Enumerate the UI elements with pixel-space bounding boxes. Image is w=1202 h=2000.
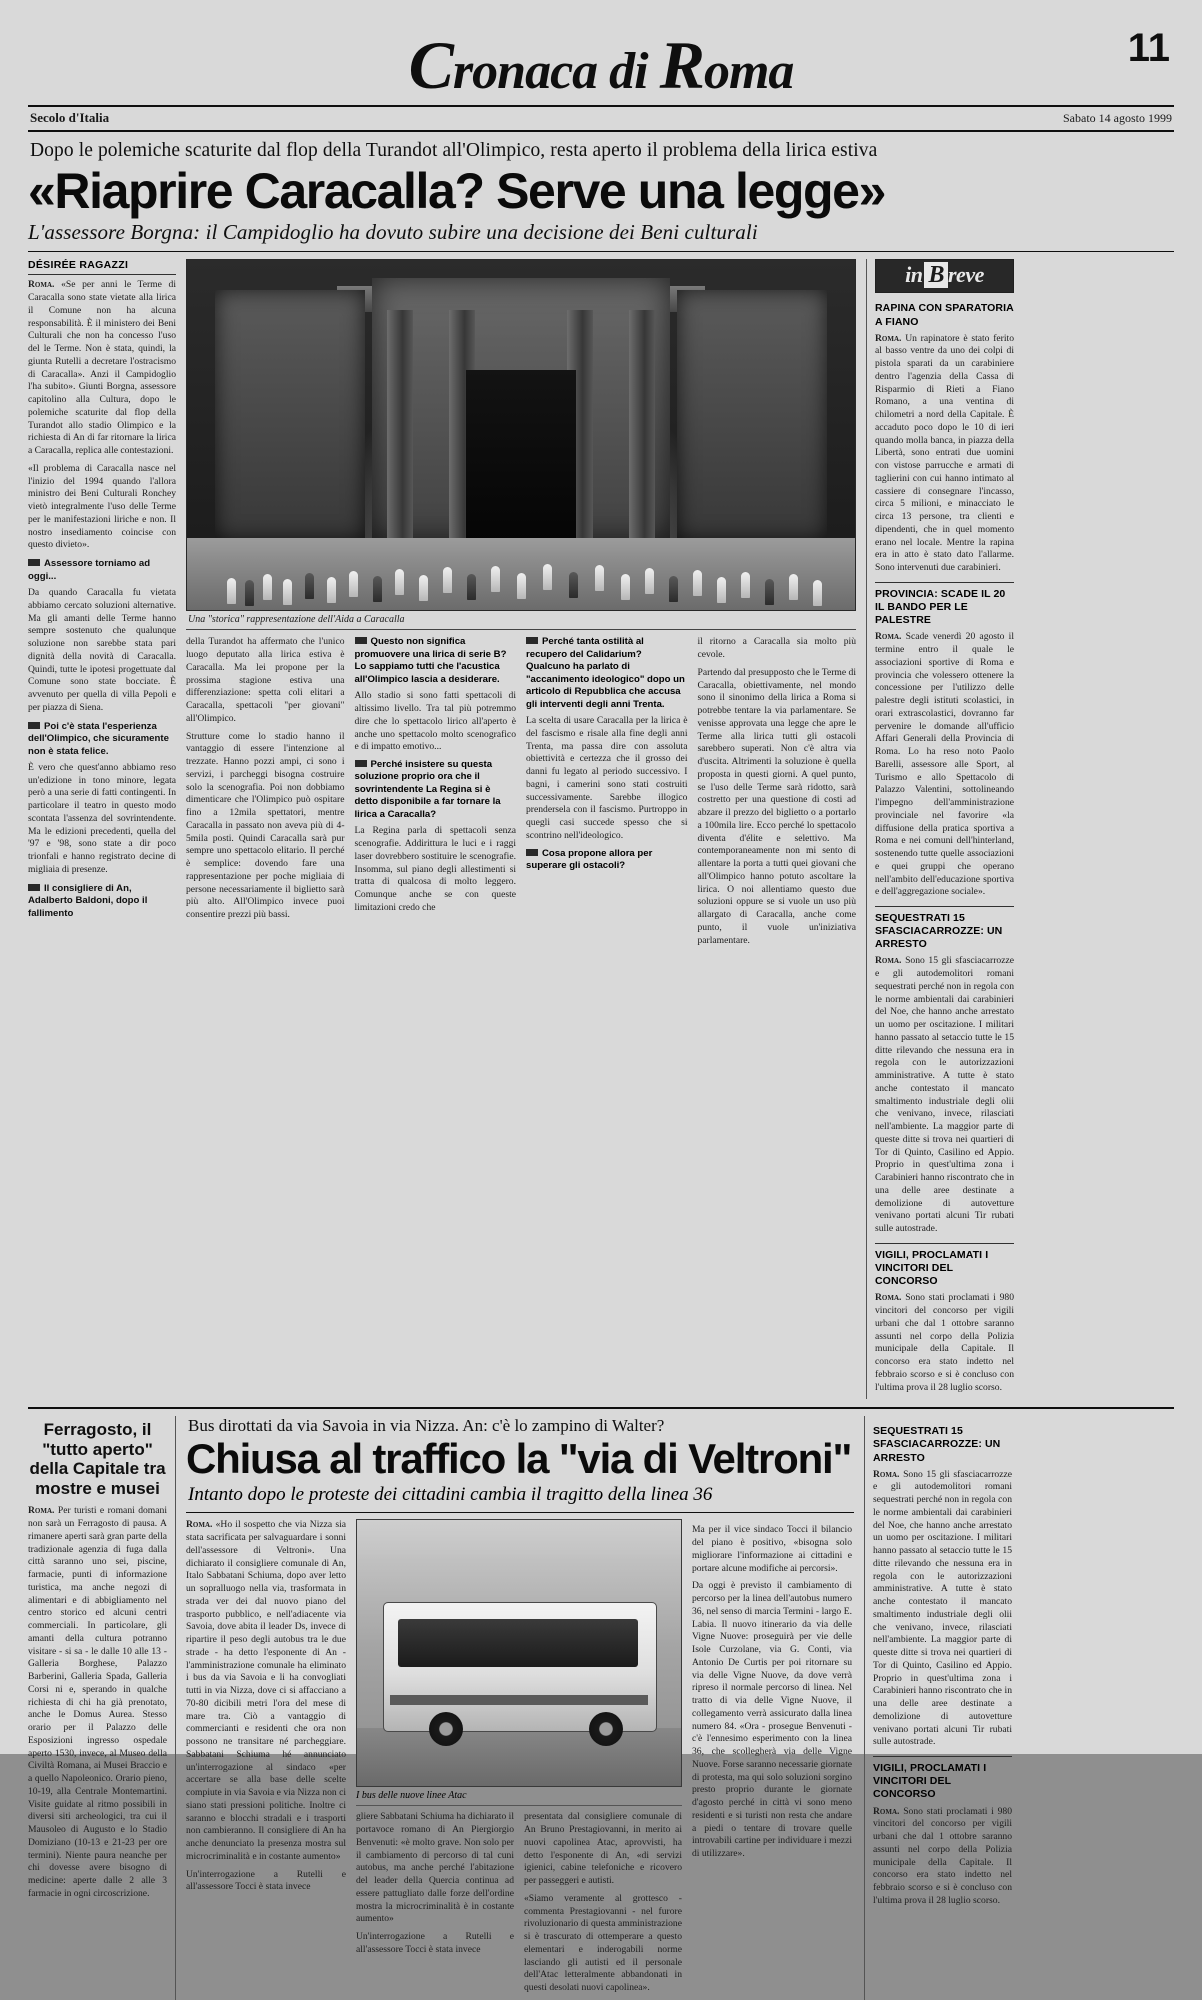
bottom-headline: Chiusa al traffico la "via di Veltroni" [186,1435,852,1483]
temple-column [629,310,655,540]
paragraph: Un'interrogazione a Rutelli e all'assessore Tocci è stata invece [356,1931,514,1955]
masthead-title-end: oma [703,43,794,100]
ferragosto-sidebar [28,1416,176,2000]
paragraph: Ma per il vice sindaco Tocci il bilancio del piano è positivo, «bisogna solo migliorare l'informazione ai cittadini e portare alcune modifiche ai percorsi». [692,1524,852,1574]
masthead-title-initial-c: C [408,27,453,103]
brief-title: RAPINA CON SPARATORIA A FIANO [875,302,1014,328]
brief-title: VIGILI, PROCLAMATI I VINCITORI DEL CONCORSO [873,1756,1012,1801]
paper-name: Secolo d'Italia [30,110,110,126]
bottom-body-columns [186,1513,854,2000]
paragraph: «Il problema di Caracalla nasce nel l'inizio del 1994 quando l'allora ministro dei Beni Culturali Ronchey vietò integralmente l'uso delle Terme per le manifestazioni liriche e non. Il nostro insediamento coincise con questo divieto». [28,462,176,551]
bottom-subhead: Intanto dopo le proteste dei cittadini cambia il tragitto della linea 36 [186,1480,854,1513]
brief-text: Roma. Sono stati proclamati i 980 vincitori del concorso per vigili urbani che dal 1 ottobre saranno assunti nel corpo della Polizia municipale della Capitale. Il concorso era stato indetto nel febbraio scorso e si è concluso con l'ultima prova il 28 luglio scorso. [875,1292,1014,1393]
in-breve-logo-b: B [924,262,948,288]
photo-road [357,1728,681,1786]
sidebar-title: Ferragosto, il "tutto aperto" della Capitale tra mostre e musei [29,1420,166,1498]
paragraph: Un'interrogazione a Rutelli e all'assessore Tocci è stata invece [186,1868,346,1893]
paragraph: della Turandot ha affermato che l'unico luogo deputato alla lirica estiva è Caracalla. Ma lei propone per la prossima stagione estiva una differenziazione: spetta coli elitari a Caracalla, spettacoli "per giovani" all'Olimpico. [186,636,345,724]
bottom-column-1 [186,1519,346,2000]
bottom-kicker: Bus dirottati da via Savoia in via Nizza. An: c'è lo zampino di Walter? [188,1416,665,1436]
bottom-column-4 [692,1519,852,2000]
masthead [28,26,1174,107]
bus-vehicle [383,1602,657,1732]
brief-text: Roma. Un rapinatore è stato ferito al basso ventre da uno dei colpi di pistola sparati da un carabiniere dentro l'agenzia della Cassa di Risparmio di Rieti a Fiano Romano, a una ventina di chilometri a nord della Capitale. È accaduto poco dopo le 10 di ieri quando molla banca, in piazza della Libertà, sono entrati due uomini con vistose parrucche e armati di taglierini con cui hanno intimato al cassiere di consegnare l'incasso, circa 5 milioni, e minacciato le circa 13 persone, tra clienti e dipendenti, che in quel momento erano nel locale. Mentre la rapina era in atto è stato dato l'allarme. Sono intervenuti due carabinieri. [875,332,1014,574]
masthead-title-mid: ronaca di [452,43,660,100]
paragraph: presentata dal consigliere comunale di An Bruno Prestagiovanni, in merito ai nuovi capolinea Atac, aprovvisti, ha detto l'esponente di An, «di servizi igienici, cabine telefoniche e ricovero per passeggeri e autisti. [524,1811,682,1887]
paragraph: Roma. «Se per anni le Terme di Caracalla sono state vietate alla lirica il Comune non ha alcuna responsabilità. È il ministero dei Beni Culturali che non ha concesso l'uso del le Terme. Non è stata, quindi, la giunta Rutelli a decretare l'ostracismo di Caracalla». Anzi il Campidoglio l'ha subito». Giunti Borgna, assessore capitolino alla Cultura, dopo le polemiche scaturite dal flop della Turandot allo stadio Olimpico e la richiesta di An di far ritornare la lirica a Caracalla, replica alle contestazioni. [28,279,176,457]
paragraph: Roma. Per turisti e romani domani non sarà un Ferragosto di pausa. A rimanere aperti sarà gran parte della tradizionale agenzia di fuga dalla città saranno uno sei, piscine, farmacie, punti di informazione turistica, ma anche negozi di alimentari e di abbigliamento nel centro storico ed alcuni centri commerciali. In particolare, gli amanti della cultura potranno visitare - si sa - le dalle 10 alle 13 - Galleria Borghese, Palazzo Barberini, Galleria Spada, Galleria Corsi ni e, sperando in qualche richiesta di chi ha già prenotato, anche le Domus Aurea. Stesso orario per il Palazzo delle Esposizioni ingresso ospedale aperto 1530, invece, al Museo della Civiltà Romana, ai Musei Braccio e a quello Napoleonico. Orario pieno, 10-19, alla Centrale Montemartini. Visite guidate al ritmo possibili in diversi siti archeologici, tra cui il Mausoleo di Augusto e lo Stadio Domiziano (10-13 e 21-23 per ore termini). Niente paura neanche per chi dovesse avere bisogno di medicine: aperte dalle 2 alle 3 farmacie in ogni circoscrizione. [28,1505,167,1899]
brief-title: VIGILI, PROCLAMATI I VINCITORI DEL CONCORSO [875,1243,1014,1288]
interview-question: Cosa propone allora per superare gli ostacoli? [526,848,687,873]
paragraph: Partendo dal presupposto che le Terme di Caracalla, obiettivamente, nel mondo sono il sinonimo della lirica a Roma si potrebbe tentare la via parlamentare. Se venisse approvata una legge che apre le Terme alla lirica tutti gli ostacoli sarebbero superati. Non c'è altra via d'uscita. Altrimenti la soluzione è quella proposta in questi giorni. A quel punto, se l'uso delle Terme sarà ridotto, sarà costretto per una questione di costi ad abzare il prezzo del biglietto o a portarlo a 100mila lire. Ecco perché lo spettacolo diventa d'élite e selettivo. Ma contemporaneamente non mi sento di allentare la porta a tutti quei giovani che all'Olimpico hanno potuto ascoltare la lirica. O noi allentiamo questo due soluzioni oppure se si vuole un uso più allargato di Caracalla, anche come punto, il vuole un'iniziativa parlamentare. [697,666,856,946]
temple-wing-left [215,290,365,540]
subsection-heading: Il consigliere di An, Adalberto Baldoni, dopo il fallimento [28,883,176,920]
bottom-subcolumns [356,1806,682,2000]
brief-text: Roma. Sono 15 gli sfasciacarrozze e gli autodemolitori romani sequestrati perché non in regola con le norme ambientali dai carabinieri del Noe, che hanno anche arrestato un uomo per oscitazione. I militari hanno passato al setaccio tutte le 15 ditte rilevando che nessuna era in regola con le autorizzazioni amministrative. A tutte è stato anche contestato il mancato smaltimento industriale degli olii che venivano, invece, rilasciati nell'ambiente. La maggior parte di queste ditte si trova nei quartieri di Tor di Quinto, Casilino ed Appio. Proprio in quest'ultima zona i Carabinieri hanno riscontrato che in una delle aree destinate a demolizione di autovetture venivano portati alcuni Tir rubati sulle autostrade. [873,1468,1012,1748]
bus-stripe [390,1695,648,1705]
brief-title: SEQUESTRATI 15 SFASCIACARROZZE: UN ARRESTO [875,906,1014,951]
aida-caracalla-photo [186,259,856,611]
atac-bus-photo [356,1519,682,1787]
interview-column-3 [526,636,687,952]
page-number: 11 [1127,26,1170,70]
lead-subhead: L'assessore Borgna: il Campidoglio ha dovuto subire una decisione dei Beni culturali [28,220,1174,252]
masthead-title [28,27,1174,103]
paragraph: Da oggi è previsto il cambiamento di percorso per la linea dell'autobus numero 36, nel senso di marcia Termini - largo E. Labia. Il nuovo itinerario da via delle Vigne Nuove: proseguirà per vie delle Isole Curzolane, via G. Conti, via Antonio De Curtis per poi ritornare su via delle Vigne Nuove, da dove verrà ripreso il normale percorso di linea. Nel tratto di via delle Vigne Nuove, il collegamento verrà assicurato dalla linea numero 84. «Ora - prosegue Benvenuti - c'è l'ennesimo esperimento con la linea 36, che scollegherà via delle Vigne Nuove. Forse saranno necessarie giornate di protesta, ma qui solo soluzioni sorgino presto proprio durante le giornate d'agosto perché in città vi sono meno residenti e si turisti non resta che andare a piedi o tentare di trovare quelle introvabili cartine per individuare i mezzi di utilizzare». [692,1580,852,1860]
lead-headline: «Riaprire Caracalla? Serve una legge» [28,163,885,220]
bottom-right-briefs [864,1416,1012,2000]
bottom-column-3 [524,1811,682,2000]
paragraph: il ritorno a Caracalla sia molto più cevole. [697,636,856,661]
paragraph: La Regina parla di spettacoli senza scenografie. Addirittura le luci e i raggi laser dovrebbero sostituire le scenografie. Insomma, sul piano degli allestimenti si tratta di qualcosa di molto leggero. Comunque anche se con queste limitazioni credo che [354,825,516,913]
in-breve-sidebar [866,259,1014,1399]
paragraph: Strutture come lo stadio hanno il vantaggio di essere l'intenzione al trezzate. Hanno pozzi ampi, ci sono i servizi, i parcheggi bisogna costruire solo la scenografia. Poi non dobbiamo dimenticare che l'Olimpico può ospitare fino a 12mila spettatori, mentre Caracalla in passato non aveva più di 4-5mila posti. Quindi Caracalla sarà pur sempre uno spettacolo elitario. Il perché è semplice: dovendo fare una rappresentazione per poche migliaia di persone necessariamente il biglietto sarà più alto. All'Olimpico invece puoi consentire prezzi più bassi. [186,730,345,921]
photo-wrapper [186,259,856,611]
interview-question: Perché tanta ostilità al recupero del Calidarium? Qualcuno ha parlato di "accanimento ideologico" dopo un articolo di Repubblica che accusa gli interventi degli anni Trenta. [526,636,687,711]
lead-article-top [28,252,1174,1399]
in-breve-logo-in: in [905,262,923,288]
paragraph: La scelta di usare Caracalla per la lirica è del fascismo e risale alla fine degli anni Trenta, ma passa dire con assoluta obiettività e certezza che il grosso dei danni fu legato al periodo successivo. I bagni, i camerini sono stati costruiti successivamente. Sarebbe illogico prendersela con il fascismo. Purtroppo in quegli casi succede spesso che si scontrino nell'ideologico. [526,715,688,841]
masthead-infobar [28,107,1174,132]
performers-crowd [187,522,855,608]
brief-text: Roma. Scade venerdì 20 agosto il termine entro il quale le associazioni sportive di Roma e provincia che volessero ottenere la concessione per l'utilizzo delle palestre degli istituti scolastici, in orari extrascolastici, dovranno far pervenire le domande all'ufficio Affari Generali della Provincia di Roma. Lo ha reso noto Paolo Barelli, assessore alle Sport, al Turismo e allo Spettacolo di Palazzo Valentini, sottolineando l'impegno dell'amministrazione provinciale nel favorire «la diffusione della pratica sportiva a Roma e nei comuni dell'hinterland, sostenendo tutte quelle associazioni e quei gruppi che operano nell'ambito dell'educazione sportiva e dell'aggregazione sociale». [875,631,1014,898]
bottom-main [186,1416,854,2000]
brief-title: SEQUESTRATI 15 SFASCIACARROZZE: UN ARRESTO [873,1425,1001,1464]
interview-column-2 [355,636,516,952]
paragraph: Allo stadio si sono fatti spettacoli di altissimo livello. Tra tal più potremmo dire che lo spettacolo lirico all'aperto è anche uno spettacolo molto scenografico e di impatto emotivo... [354,690,516,753]
temple-wing-right [677,290,827,540]
temple-doorway [466,370,576,540]
paragraph: «Siamo veramente al grottesco - commenta Prestagiovanni - nel furore rivoluzionario di questa amministrazione si è trascurato di ottemperare a questo elementari e inderogabili norme lasciando gli autisti ed il personale dell'Atac letteralmente abbandonati in questi desolati nuovi capolinea». [524,1892,682,1994]
temple-column [387,310,413,540]
lead-kicker: Dopo le polemiche scaturite dal flop della Turandot all'Olimpico, resta aperto il problema della lirica estiva [30,140,878,162]
photo-caption: I bus delle nuove linee Atac [356,1787,682,1806]
interview-question: Questo non significa promuovere una lirica di serie B? Lo sappiamo tutti che l'acustica all'Olimpico lascia a desiderare. [355,636,516,686]
lead-photo-block [186,259,856,1399]
bottom-column-2 [356,1811,514,2000]
brief-text: Roma. Sono 15 gli sfasciacarrozze e gli autodemolitori romani sequestrati perché non in regola con le norme ambientali dai carabinieri del Noe, che hanno anche arrestato un uomo per oscitazione. I militari hanno passato al setaccio tutte le 15 ditte rilevando che nessuna era in regola con le autorizzazioni amministrative. A tutte è stato anche contestato il mancato smaltimento industriale degli olii che venivano, invece, rilasciati nell'ambiente. La maggior parte di queste ditte si trova nei quartieri di Tor di Quinto, Casilino ed Appio. Proprio in quest'ultima zona i Carabinieri hanno riscontrato che in una delle aree destinate a demolizione di autovetture venivano portati alcuni Tir rubati sulle autostrade. [875,955,1014,1235]
in-breve-logo [875,259,1014,293]
byline: DÉSIRÉE RAGAZZI [28,259,176,275]
interview-column-1 [186,636,345,952]
lead-column-1 [28,259,176,1399]
photo-caption: Una "storica" rappresentazione dell'Aida a Caracalla [186,611,856,630]
interview-column-4 [697,636,856,952]
paragraph: È vero che quest'anno abbiamo reso un'edizione in tono minore, legata però a una serie di fatti contingenti. In particolare il teatro in questo modo scontata l'assenza del sovrintendente. Ma le edizioni precedenti, quella del '97 e '98, sono state a dir poco trionfali e hanno registrato decine di migliaia di presenze. [28,761,176,875]
subsection-heading: Poi c'è stata l'esperienza dell'Olimpico, che sicuramente non è stata felice. [28,721,176,758]
brief-title: PROVINCIA: SCADE IL 20 IL BANDO PER LE PALESTRE [875,582,1014,627]
bus-windows [398,1619,638,1667]
bottom-article [28,1409,1174,2000]
paragraph: gliere Sabbatani Schiuma ha dichiarato il portavoce romano di An Piergiorgio Benvenuti: «è molto grave. Non solo per il cambiamento di percorso di tal cuni autobus, ma anche perché l'abitazione del leader della Quercia continua ad essere pattugliato dalle forze dell'ordine mostra la microcriminalità è in costante aumento» [356,1811,514,1925]
paragraph: Roma. «Ho il sospetto che via Nizza sia stata sacrificata per salvaguardare i sonni dell'assessore di Veltroni». Una dichiarato il consigliere comunale di An, Italo Sabbatani Schiuma, dopo aver letto un sopralluogo nella via, trasformata in strada ver dei dal nuovo piano del trasporto pubblico, e nell'adiacente via Savoia, dove abita il leader Ds, invece di ripartire il peso degli autobus tra le due strade - ha detto l'esponente di An - l'amministrazione comunale ha eliminato i bus da via Savoia e li ha convogliati tutti in via Nizza, dove ci si affacciano a 70-80 dicibili metri l'ora del mese di mare tra. Ciò a vantaggio di commercianti e residenti che ora non possono ne transitare né parcheggiare. Sabbatani Schiuma hé annunciato un'interrogazione al sindaco «per accertare se alla base delle scelte compiute in via Savoia e via Nizza non ci siano stati pressioni politiche. Inoltre ci saranno e blocchi stradali e i trasporti non cambieranno. Il consigliere di An ha anche denunciato la presenza mostra sul microcriminalità e in costante aumento» [186,1519,346,1862]
interview-columns [186,630,856,952]
masthead-title-initial-r: R [659,27,704,103]
brief-text: Roma. Sono stati proclamati i 980 vincitori del concorso per vigili urbani che dal 1 ottobre saranno assunti nel corpo della Polizia municipale della Capitale. Il concorso era stato indetto nel febbraio scorso e si è concluso con l'ultima prova il 28 luglio scorso. [873,1805,1012,1906]
subsection-heading: Assessore torniamo ad oggi... [28,558,176,583]
interview-question: Perché insistere su questa soluzione proprio ora che il sovrintendente La Regina si è detto disponibile a far tornare la lirica a Caracalla? [355,759,516,821]
issue-date: Sabato 14 agosto 1999 [1063,110,1172,125]
in-breve-logo-reve: reve [948,262,984,288]
bus-photo-block [356,1519,682,2000]
paragraph: Da quando Caracalla fu vietata abbiamo cercato soluzioni alternative. Ma gli amanti delle Terme hanno sempre sostenuto che qualunque soluzione non sarebbe stata pari dignità della novità di Caracalla. Quindi, tutte le ipotesi progettuate dal Comune sono state bocciate. È avvenuto per quella di villa Pepoli e per piazza di Siena. [28,587,176,713]
